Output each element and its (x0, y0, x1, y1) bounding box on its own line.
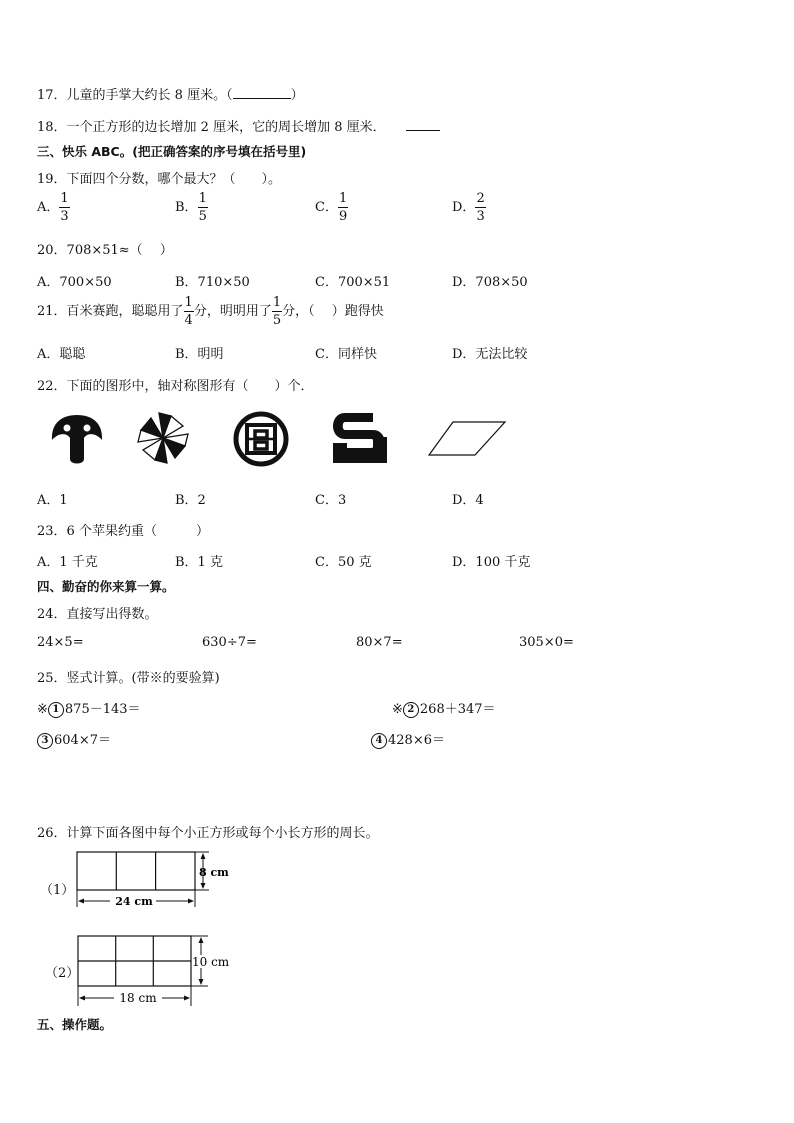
question-24-text: 24．直接写出得数。 (37, 607, 158, 622)
option-b[interactable]: B．明明 (175, 347, 224, 362)
vertical-calc-2: ※ 2 268＋347＝ (392, 702, 496, 717)
calc-item: 24×5= (37, 635, 84, 650)
question-22-text: 22．下面的图形中，轴对称图形有（ ）个． (37, 379, 314, 394)
circled-number: 4 (371, 733, 387, 749)
fraction: $\frac{2}{3}$ (476, 191, 485, 224)
fraction: $\frac{1}{5}$ (272, 295, 282, 328)
option-d[interactable]: D．708×50 (452, 275, 528, 290)
question-18 (37, 116, 440, 135)
question-17-text: 17．儿童的手掌大约长 8 厘米。（ (37, 88, 233, 103)
fraction: $\frac{1}{5}$ (198, 191, 207, 224)
fraction: $\frac{1}{4}$ (184, 295, 193, 328)
section-3-heading: 三、快乐 ABC。(把正确答案的序号填在括号里) (37, 144, 307, 159)
symmetry-figures (45, 405, 515, 475)
section-5-heading: 五、操作题。 (37, 1017, 113, 1032)
parallelogram-figure (429, 422, 505, 455)
option-a[interactable]: A．聪聪 (37, 347, 86, 362)
option-d[interactable]: D．无法比较 (452, 347, 528, 362)
answer-blank[interactable] (406, 118, 440, 131)
figure-1-label: （1） (40, 883, 75, 898)
height-label: 10 cm (192, 955, 230, 969)
option-a[interactable]: A．1 (37, 493, 68, 508)
pinwheel-figure (138, 413, 188, 463)
option-b[interactable]: B． $\frac{1}{5}$ (175, 191, 207, 224)
question-25-text: 25．竖式计算。(带※的要验算) (37, 671, 220, 686)
question-26-text: 26．计算下面各图中每个小正方形或每个小长方形的周长。 (37, 826, 379, 841)
vertical-calc-3: 3 604×7＝ (37, 729, 111, 749)
option-a[interactable]: A． $\frac{1}{3}$ (37, 191, 69, 224)
question-17: 17．儿童的手掌大约长 8 厘米。（ ） (37, 88, 304, 103)
fraction: $\frac{1}{3}$ (60, 191, 69, 224)
question-21: 21．百米赛跑，聪聪用了 $\frac{1}{4}$ 分，明明用了 $\frac{1}{5}$ 分，（ ）跑得快 (37, 295, 384, 328)
section-4-heading: 四、勤奋的你来算一算。 (37, 579, 175, 594)
option-c[interactable]: C．50 克 (315, 555, 372, 570)
umbrella-symbol-figure (52, 415, 102, 464)
figure-1-rectangles (70, 847, 240, 912)
option-d[interactable]: D． $\frac{2}{3}$ (452, 191, 485, 224)
circled-number: 3 (37, 733, 53, 749)
height-label: 8 cm (199, 866, 229, 879)
option-d[interactable]: D．100 千克 (452, 555, 531, 570)
s-logo-figure (333, 413, 387, 463)
option-c[interactable]: C． $\frac{1}{9}$ (315, 191, 348, 224)
question-23-text: 23．6 个苹果约重（ ） (37, 524, 209, 539)
option-c[interactable]: C．700×51 (315, 275, 391, 290)
answer-blank[interactable] (233, 86, 291, 99)
width-label: 24 cm (115, 895, 153, 908)
calc-item: 305×0= (519, 635, 574, 650)
circled-number: 2 (403, 702, 419, 718)
option-c[interactable]: C．3 (315, 493, 347, 508)
fraction: $\frac{1}{9}$ (338, 191, 348, 224)
option-d[interactable]: D．4 (452, 493, 484, 508)
figure-2-label: （2） (45, 966, 80, 981)
question-20-text: 20．708×51≈（ ） (37, 243, 173, 258)
question-19-text: 19．下面四个分数，哪个最大？（ ）。 (37, 172, 282, 187)
coin-emblem-figure (236, 414, 286, 464)
option-c[interactable]: C．同样快 (315, 347, 377, 362)
calc-item: 80×7= (356, 635, 403, 650)
vertical-calc-4: 4 428×6＝ (371, 729, 445, 749)
question-18-text: 18．一个正方形的边长增加 2 厘米，它的周长增加 8 厘米． (37, 120, 386, 135)
option-a[interactable]: A．700×50 (37, 275, 112, 290)
option-b[interactable]: B．2 (175, 493, 206, 508)
option-b[interactable]: B．1 克 (175, 555, 223, 570)
vertical-calc-1: ※ 1 875－143＝ (37, 702, 141, 717)
width-label: 18 cm (119, 991, 157, 1005)
option-b[interactable]: B．710×50 (175, 275, 250, 290)
circled-number: 1 (48, 702, 64, 718)
figure-2-rectangles (70, 930, 250, 1010)
option-a[interactable]: A．1 千克 (37, 555, 98, 570)
calc-item: 630÷7= (202, 635, 257, 650)
